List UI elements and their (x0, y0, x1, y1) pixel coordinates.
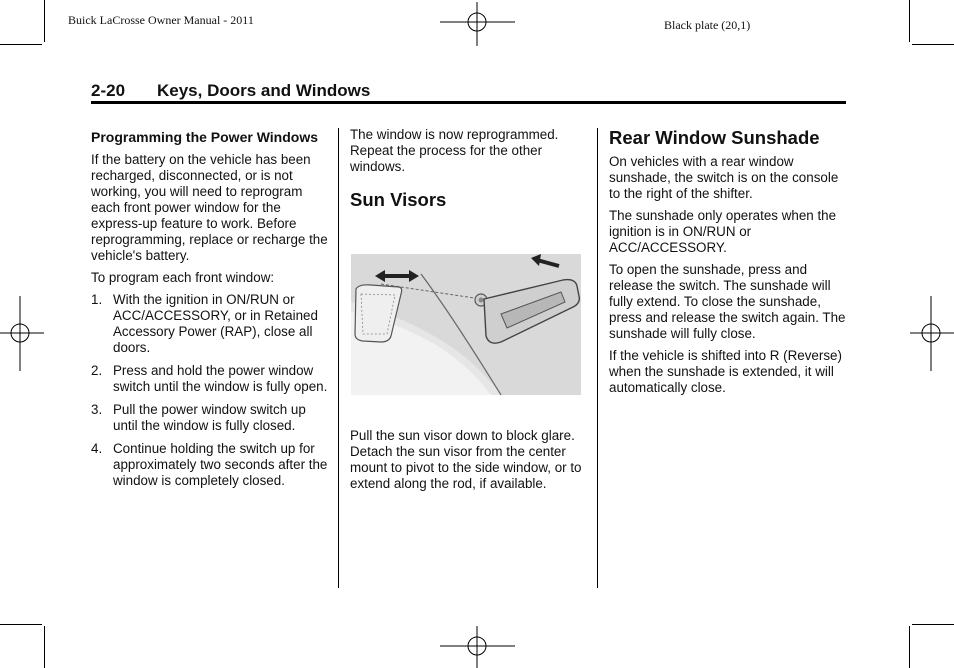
paragraph: Pull the sun visor down to block glare. Detach the sun visor from the center mount to pivot to the side window, or to extend along the rod, if available. (350, 428, 582, 491)
crop-mark (44, 0, 45, 42)
step-text: Continue holding the switch up for approximately two seconds after the window is completely closed. (113, 441, 328, 488)
page-number: 2-20 (91, 81, 126, 100)
paragraph: The sunshade only operates when the ignition is in ON/RUN or ACC/ACCESSORY. (609, 208, 837, 255)
crop-mark (912, 44, 954, 45)
paragraph: The window is now reprogrammed. Repeat the process for the other windows. (350, 127, 559, 174)
step-number: 4. (91, 441, 103, 456)
step-number: 2. (91, 363, 103, 378)
section-title: Keys, Doors and Windows (157, 81, 371, 100)
crop-mark (44, 626, 45, 668)
steps-list (91, 292, 331, 489)
section-heading-sun-visors: Sun Visors (350, 189, 447, 210)
column-divider (597, 128, 598, 588)
list-item (91, 363, 331, 395)
paragraph: On vehicles with a rear window sunshade, the switch is on the console to the right of the shifter. (609, 154, 839, 201)
paragraph: If the vehicle is shifted into R (Reverse) when the sunshade is extended, it will automatically close. (609, 348, 842, 395)
manual-title: Buick LaCrosse Owner Manual - 2011 (68, 13, 254, 27)
list-item (91, 402, 331, 434)
list-item (91, 441, 331, 489)
paragraph: To open the sunshade, press and release the switch. The sunshade will fully extend. To close the sunshade, press and release the switch again. The sunshade will fully close. (609, 262, 846, 341)
column-divider (338, 128, 339, 588)
registration-mark-top (440, 2, 515, 46)
crop-mark (909, 0, 910, 42)
column-3 (609, 127, 849, 402)
step-text: With the ignition in ON/RUN or ACC/ACCESSORY, or in Retained Accessory Power (RAP), close all doors. (113, 292, 318, 355)
plate-label: Black plate (20,1) (664, 18, 751, 32)
header-rule (91, 101, 846, 104)
subsection-heading: Programming the Power Windows (91, 129, 319, 145)
step-text: Press and hold the power window switch until the window is fully open. (113, 363, 328, 394)
section-header (91, 81, 370, 101)
step-number: 3. (91, 402, 103, 417)
paragraph: To program each front window: (91, 270, 275, 285)
crop-mark (912, 624, 954, 625)
list-item (91, 292, 331, 356)
section-heading-rear-sunshade: Rear Window Sunshade (609, 127, 820, 148)
crop-mark (0, 44, 42, 45)
step-number: 1. (91, 292, 103, 307)
column-2 (350, 127, 586, 221)
step-text: Pull the power window switch up until the window is fully closed. (113, 402, 306, 433)
column-1 (91, 128, 331, 496)
column-2-lower (350, 428, 586, 498)
registration-mark-right (910, 296, 954, 371)
sun-visor-illustration (351, 254, 581, 395)
crop-mark (909, 626, 910, 668)
paragraph: If the battery on the vehicle has been recharged, disconnected, or is not working, you will need to reprogram each front power window for the express-up feature to work. Before reprogramming, replace or recharge the vehicle's battery. (91, 152, 328, 263)
crop-mark (0, 624, 42, 625)
registration-mark-bottom (440, 626, 515, 668)
registration-mark-left (0, 296, 44, 371)
